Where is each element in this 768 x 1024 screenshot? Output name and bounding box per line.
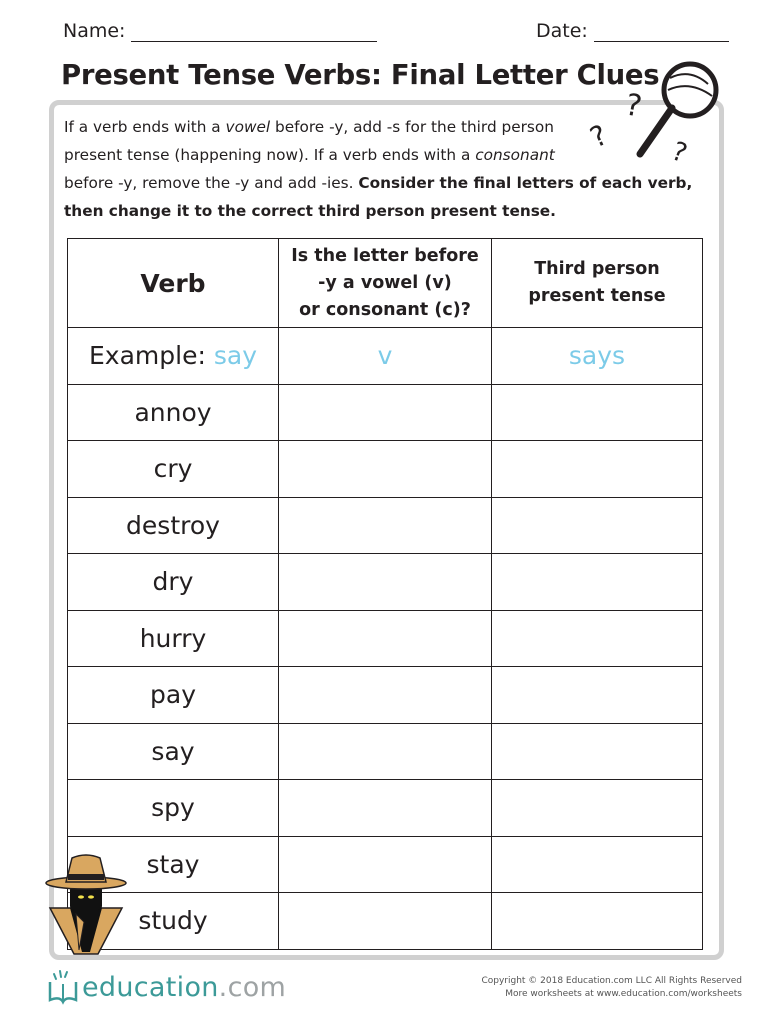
example-answer: says	[492, 328, 703, 385]
date-line[interactable]	[594, 21, 729, 42]
example-letter: v	[279, 328, 492, 385]
table-row	[68, 384, 703, 441]
third-person-answer-cell[interactable]	[492, 384, 703, 441]
name-label: Name:	[63, 20, 126, 42]
vowel-consonant-answer-cell[interactable]	[279, 610, 492, 667]
header-vowel-consonant: Is the letter before -y a vowel (v) or consonant (c)?	[279, 239, 492, 328]
table-header-row	[68, 239, 703, 328]
svg-text:?: ?	[585, 118, 613, 155]
third-person-answer-cell[interactable]	[492, 893, 703, 950]
copyright-block	[481, 975, 742, 1001]
instructions-line-3: before -y, remove the -y and add -ies. Consider the final letters of each verb,	[64, 174, 693, 192]
verb-cell: pay	[68, 667, 279, 724]
instructions-line-2: present tense (happening now). If a verb ends with a consonant	[64, 146, 555, 164]
vowel-consonant-answer-cell[interactable]	[279, 893, 492, 950]
verb-cell: study	[68, 893, 279, 950]
table-row	[68, 497, 703, 554]
detective-icon	[36, 850, 136, 955]
third-person-answer-cell[interactable]	[492, 723, 703, 780]
name-field[interactable]	[63, 20, 377, 42]
date-label: Date:	[536, 20, 588, 42]
verb-cell: hurry	[68, 610, 279, 667]
book-icon	[44, 968, 82, 1006]
table-row	[68, 893, 703, 950]
third-person-answer-cell[interactable]	[492, 554, 703, 611]
third-person-answer-cell[interactable]	[492, 836, 703, 893]
third-person-answer-cell[interactable]	[492, 780, 703, 837]
table-row	[68, 723, 703, 780]
vowel-consonant-answer-cell[interactable]	[279, 667, 492, 724]
example-verb: say	[213, 341, 257, 371]
verb-cell: destroy	[68, 497, 279, 554]
verb-cell: cry	[68, 441, 279, 498]
worksheet-title: Present Tense Verbs: Final Letter Clues	[61, 59, 660, 91]
svg-text:?: ?	[667, 136, 691, 170]
vowel-consonant-answer-cell[interactable]	[279, 441, 492, 498]
date-field[interactable]	[536, 20, 729, 42]
svg-text:?: ?	[622, 87, 645, 125]
header-verb: Verb	[68, 239, 279, 328]
more-worksheets-link[interactable]: More worksheets at www.education.com/worksheets	[505, 989, 742, 999]
example-label: Example:	[89, 341, 214, 371]
third-person-answer-cell[interactable]	[492, 667, 703, 724]
name-line[interactable]	[131, 21, 377, 42]
verb-cell: dry	[68, 554, 279, 611]
example-verb-cell	[68, 328, 279, 385]
verb-cell: annoy	[68, 384, 279, 441]
instructions-line-1: If a verb ends with a vowel before -y, add -s for the third person	[64, 118, 554, 136]
verb-cell: stay	[68, 836, 279, 893]
vowel-consonant-answer-cell[interactable]	[279, 384, 492, 441]
logo-wordmark: education.com	[82, 971, 287, 1003]
vowel-consonant-answer-cell[interactable]	[279, 836, 492, 893]
education-logo[interactable]	[44, 968, 286, 1006]
table-row	[68, 441, 703, 498]
instructions	[64, 113, 724, 225]
table-row	[68, 554, 703, 611]
third-person-answer-cell[interactable]	[492, 441, 703, 498]
third-person-answer-cell[interactable]	[492, 497, 703, 554]
verb-table	[67, 238, 703, 950]
table-row	[68, 780, 703, 837]
table-row	[68, 667, 703, 724]
third-person-answer-cell[interactable]	[492, 610, 703, 667]
vowel-consonant-answer-cell[interactable]	[279, 554, 492, 611]
vowel-consonant-answer-cell[interactable]	[279, 723, 492, 780]
example-row	[68, 328, 703, 385]
instructions-line-4: then change it to the correct third person present tense.	[64, 202, 556, 220]
table-row	[68, 610, 703, 667]
vowel-consonant-answer-cell[interactable]	[279, 780, 492, 837]
table-row	[68, 836, 703, 893]
verb-cell: spy	[68, 780, 279, 837]
vowel-consonant-answer-cell[interactable]	[279, 497, 492, 554]
header-third-person: Third person present tense	[492, 239, 703, 328]
verb-cell: say	[68, 723, 279, 780]
copyright-text: Copyright © 2018 Education.com LLC All Rights Reserved	[481, 976, 742, 986]
